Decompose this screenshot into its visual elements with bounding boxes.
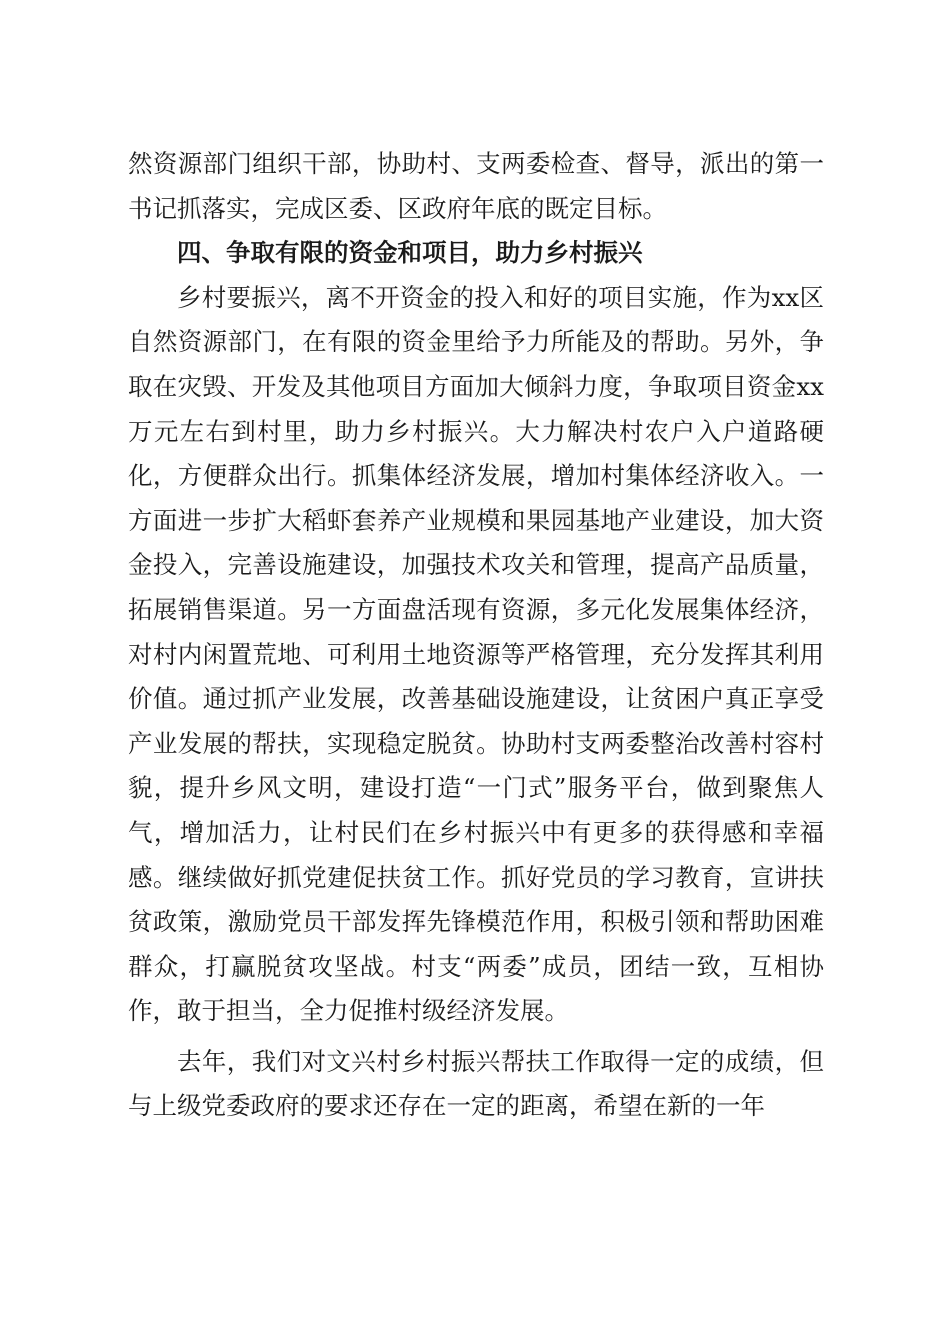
closing-paragraph: 去年，我们对文兴村乡村振兴帮扶工作取得一定的成绩，但与上级党委政府的要求还存在一定的距离，希望在新的一年: [128, 1046, 824, 1121]
section-heading: 四、争取有限的资金和项目，助力乡村振兴: [177, 238, 643, 268]
document-page: [128, 142, 824, 1129]
intro-paragraph: 然资源部门组织干部，协助村、支两委检查、督导，派出的第一书记抓落实，完成区委、区政府年底的既定目标。: [128, 149, 824, 223]
body-paragraph: 乡村要振兴，离不开资金的投入和好的项目实施，作为xx区自然资源部门，在有限的资金里给予力所能及的帮助。另外，争取在灾毁、开发及其他项目方面加大倾斜力度，争取项目资金xx万元左右到村里，助力乡村振兴。大力解决村农户入户道路硬化，方便群众出行。抓集体经济发展，增加村集体经济收入。一方面进一步扩大稻虾套养产业规模和果园基地产业建设，加大资金投入，完善设施建设，加强技术攻关和管理，提高产品质量，拓展销售渠道。另一方面盘活现有资源，多元化发展集体经济，对村内闲置荒地、可利用土地资源等严格管理，充分发挥其利用价值。通过抓产业发展，改善基础设施建设，让贫困户真正享受产业发展的帮扶，实现稳定脱贫。协助村支两委整治改善村容村貌，提升乡风文明，建设打造“一门式”服务平台，做到聚焦人气，增加活力，让村民们在乡村振兴中有更多的获得感和幸福感。继续做好抓党建促扶贫工作。抓好党员的学习教育，宣讲扶贫政策，激励党员干部发挥先锋模范作用，积极引领和帮助困难群众，打赢脱贫攻坚战。村支“两委”成员，团结一致，互相协作，敢于担当，全力促推村级经济发展。: [128, 282, 824, 1026]
